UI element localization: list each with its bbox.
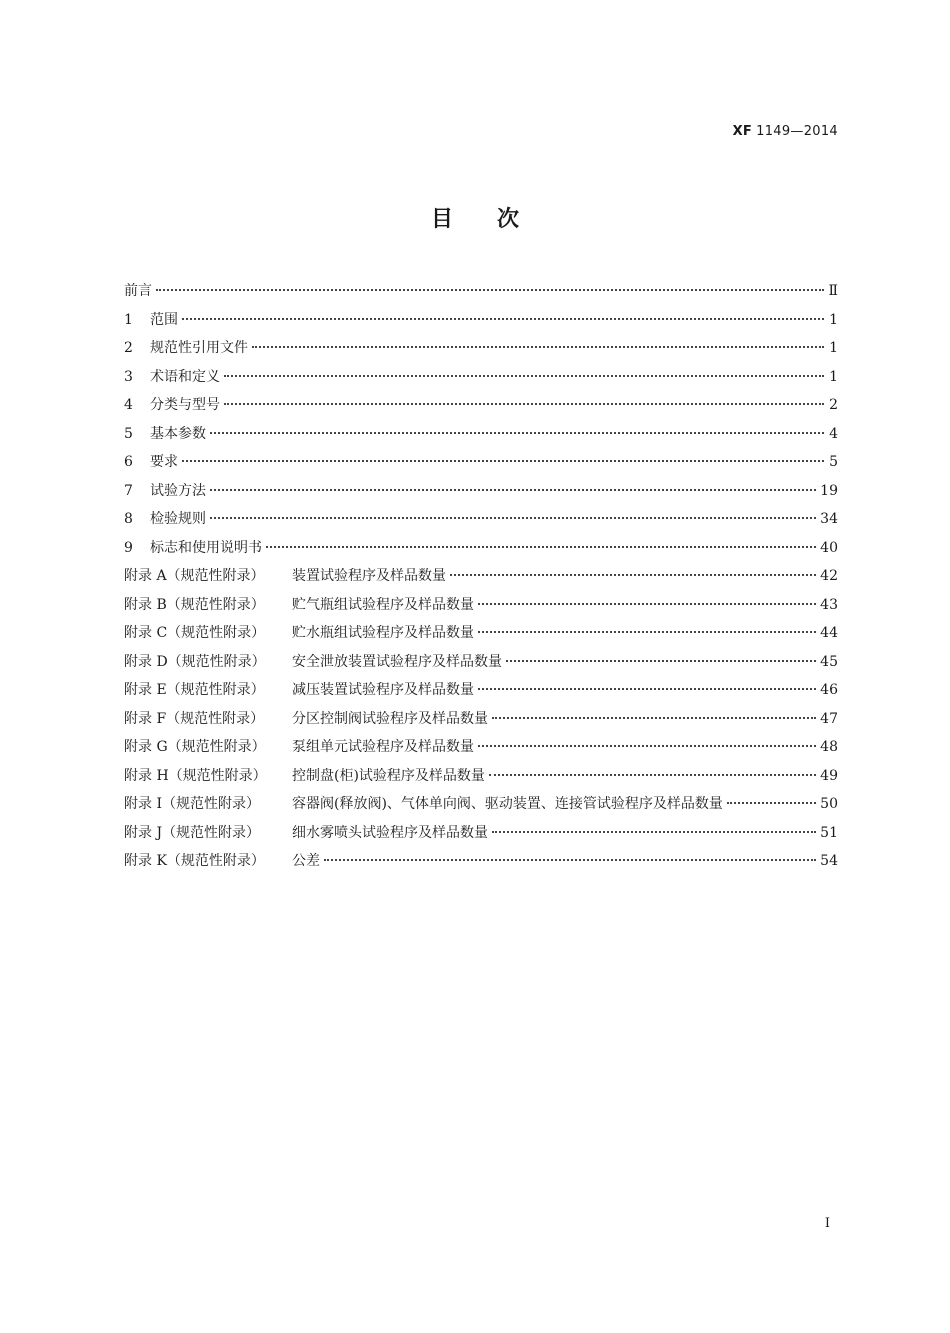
toc-section-number: 2 [124,340,133,356]
toc-page-number: 46 [820,682,838,698]
toc-entry[interactable] [124,334,838,363]
toc-title: 基本参数 [150,425,206,442]
toc-page-number: 4 [829,425,838,442]
toc-entry[interactable] [124,420,838,449]
toc-page-number: 45 [820,653,838,670]
toc-entry[interactable] [124,306,838,335]
toc-entry[interactable] [124,648,838,677]
toc-page-number: 1 [829,368,838,385]
toc-title: 检验规则 [150,511,206,527]
standard-prefix: XF [732,124,753,139]
toc-dot-leader [492,830,816,833]
toc-page-number: 40 [820,539,838,556]
toc-entry[interactable] [124,277,838,306]
toc-title: 控制盘(柜)试验程序及样品数量 [292,767,485,784]
toc-dot-leader [210,431,824,434]
toc-page-number: 19 [820,482,838,499]
toc-section-number: 9 [124,539,133,556]
toc-entry[interactable] [124,676,838,705]
toc-entry[interactable] [124,847,838,876]
toc-title: 装置试验程序及样品数量 [292,568,446,584]
table-of-contents [124,277,838,876]
toc-dot-leader [210,488,816,491]
toc-section-number: 7 [124,482,133,499]
toc-section-number: 8 [124,511,133,527]
toc-title: 试验方法 [150,482,206,499]
page-number: I [824,1216,830,1231]
toc-annex-label: 附录 I（规范性附录） [124,796,260,812]
toc-annex-label: 附录 D（规范性附录） [124,653,266,670]
toc-page-number: 43 [820,596,838,613]
toc-page-number: 49 [820,767,838,784]
toc-dot-leader [478,744,816,747]
toc-entry[interactable] [124,448,838,477]
toc-annex-label: 附录 K（规范性附录） [124,853,265,869]
toc-dot-leader [224,374,824,377]
toc-dot-leader [182,459,824,462]
toc-page-number: 50 [820,796,838,812]
toc-annex-label: 附录 H（规范性附录） [124,767,267,784]
toc-title: 安全泄放装置试验程序及样品数量 [292,653,502,670]
toc-page-number: 48 [820,739,838,755]
toc-annex-label: 附录 F（规范性附录） [124,710,265,727]
toc-title: 减压装置试验程序及样品数量 [292,682,474,698]
toc-dot-leader [224,402,824,405]
toc-annex-label: 附录 B（规范性附录） [124,596,265,613]
toc-entry[interactable] [124,619,838,648]
toc-entry[interactable] [124,391,838,420]
toc-section-number: 3 [124,368,133,385]
toc-section-number: 5 [124,425,133,442]
toc-title: 要求 [150,454,178,470]
toc-entry[interactable] [124,790,838,819]
toc-title: 分区控制阀试验程序及样品数量 [292,710,488,727]
toc-title: 容器阀(释放阀)、气体单向阀、驱动装置、连接管试验程序及样品数量 [292,796,723,812]
toc-page-number: 42 [820,568,838,584]
toc-page-number: 44 [820,625,838,641]
toc-entry[interactable] [124,762,838,791]
toc-annex-label: 附录 G（规范性附录） [124,739,266,755]
toc-page-number: 54 [820,853,838,869]
standard-number [733,124,838,139]
toc-annex-label: 附录 E（规范性附录） [124,682,265,698]
toc-dot-leader [182,317,824,320]
toc-page-number: 1 [829,340,838,356]
standard-code: 1149—2014 [756,124,838,139]
toc-page-number: Ⅱ [828,283,838,299]
toc-title: 分类与型号 [150,397,220,413]
toc-title: 标志和使用说明书 [150,539,262,556]
toc-entry[interactable] [124,591,838,620]
toc-page-number: 51 [820,824,838,841]
toc-entry[interactable] [124,705,838,734]
toc-dot-leader [478,602,816,605]
toc-title: 公差 [292,853,320,869]
toc-dot-leader [252,345,824,348]
toc-title: 术语和定义 [150,368,220,385]
toc-dot-leader [492,716,816,719]
toc-page-number: 2 [829,397,838,413]
toc-annex-label: 附录 A（规范性附录） [124,568,265,584]
toc-title: 范围 [150,311,178,328]
page-title: 目次 [430,207,563,232]
toc-page-number: 47 [820,710,838,727]
toc-section-number: 4 [124,397,133,413]
toc-entry[interactable] [124,534,838,563]
toc-entry[interactable] [124,819,838,848]
toc-dot-leader [266,545,816,548]
toc-section-number: 1 [124,311,133,328]
toc-dot-leader [506,659,816,662]
toc-title: 规范性引用文件 [150,340,248,356]
toc-entry[interactable] [124,477,838,506]
toc-page-number: 1 [829,311,838,328]
toc-title: 贮水瓶组试验程序及样品数量 [292,625,474,641]
toc-entry[interactable] [124,505,838,534]
toc-dot-leader [478,687,816,690]
toc-annex-label: 附录 C（规范性附录） [124,625,266,641]
toc-title: 细水雾喷头试验程序及样品数量 [292,824,488,841]
toc-entry[interactable] [124,733,838,762]
toc-dot-leader [450,573,816,576]
toc-dot-leader [478,630,816,633]
toc-entry[interactable] [124,562,838,591]
toc-section-number: 6 [124,454,133,470]
toc-annex-label: 附录 J（规范性附录） [124,824,261,841]
toc-dot-leader [324,858,816,861]
toc-title: 泵组单元试验程序及样品数量 [292,739,474,755]
toc-title: 贮气瓶组试验程序及样品数量 [292,596,474,613]
toc-dot-leader [210,516,816,519]
toc-title: 前言 [124,283,152,299]
toc-entry[interactable] [124,363,838,392]
toc-dot-leader [156,288,824,291]
toc-dot-leader [727,801,816,804]
toc-page-number: 5 [829,454,838,470]
toc-dot-leader [489,773,816,776]
toc-page-number: 34 [820,511,838,527]
